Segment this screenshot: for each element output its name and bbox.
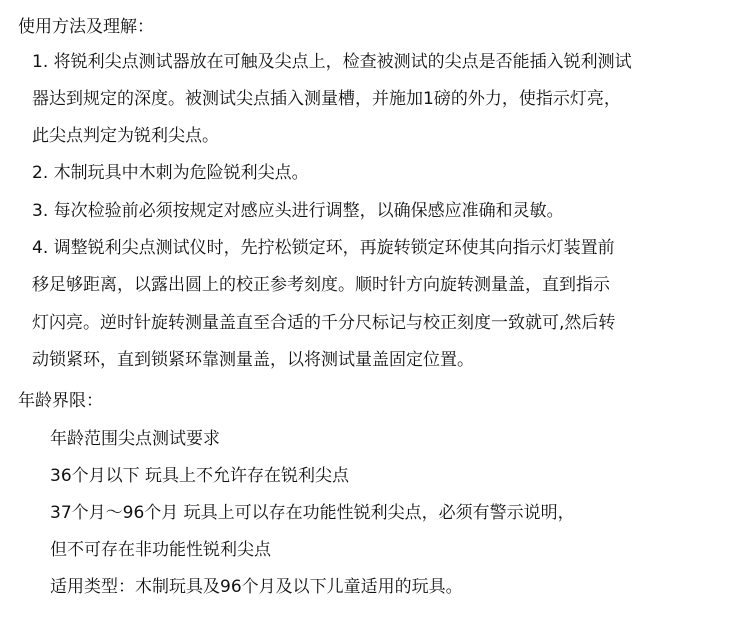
age-limits-heading: 年龄界限： bbox=[18, 391, 103, 411]
usage-line: 器达到规定的深度。被测试尖点插入测量槽，并施加1磅的外力，使指示灯亮， bbox=[32, 89, 621, 109]
usage-heading: 使用方法及理解： bbox=[18, 17, 154, 37]
age-line: 适用类型：木制玩具及96个月及以下儿童适用的玩具。 bbox=[50, 577, 463, 597]
usage-line: 1. 将锐利尖点测试器放在可触及尖点上，检查被测试的尖点是否能插入锐利测试 bbox=[32, 52, 632, 72]
usage-line: 3. 每次检验前必须按规定对感应头进行调整，以确保感应准确和灵敏。 bbox=[32, 201, 564, 221]
usage-line: 移足够距离，以露出圆上的校正参考刻度。顺时针方向旋转测量盖，直到指示 bbox=[32, 275, 610, 295]
age-line: 但不可存在非功能性锐利尖点 bbox=[50, 540, 271, 560]
usage-line: 动锁紧环，直到锁紧环靠测量盖，以将测试量盖固定位置。 bbox=[32, 350, 474, 370]
usage-line: 4. 调整锐利尖点测试仪时，先拧松锁定环，再旋转锁定环使其向指示灯装置前 bbox=[32, 238, 615, 258]
usage-line: 此尖点判定为锐利尖点。 bbox=[32, 126, 219, 146]
usage-line: 2. 木制玩具中木刺为危险锐利尖点。 bbox=[32, 163, 309, 183]
age-line: 36个月以下 玩具上不允许存在锐利尖点 bbox=[50, 466, 350, 486]
age-line: 年龄范围尖点测试要求 bbox=[50, 429, 220, 449]
usage-line: 灯闪亮。逆时针旋转测量盖直至合适的千分尺标记与校正刻度一致就可,然后转 bbox=[32, 313, 616, 333]
age-line: 37个月～96个月 玩具上可以存在功能性锐利尖点，必须有警示说明， bbox=[50, 503, 575, 523]
